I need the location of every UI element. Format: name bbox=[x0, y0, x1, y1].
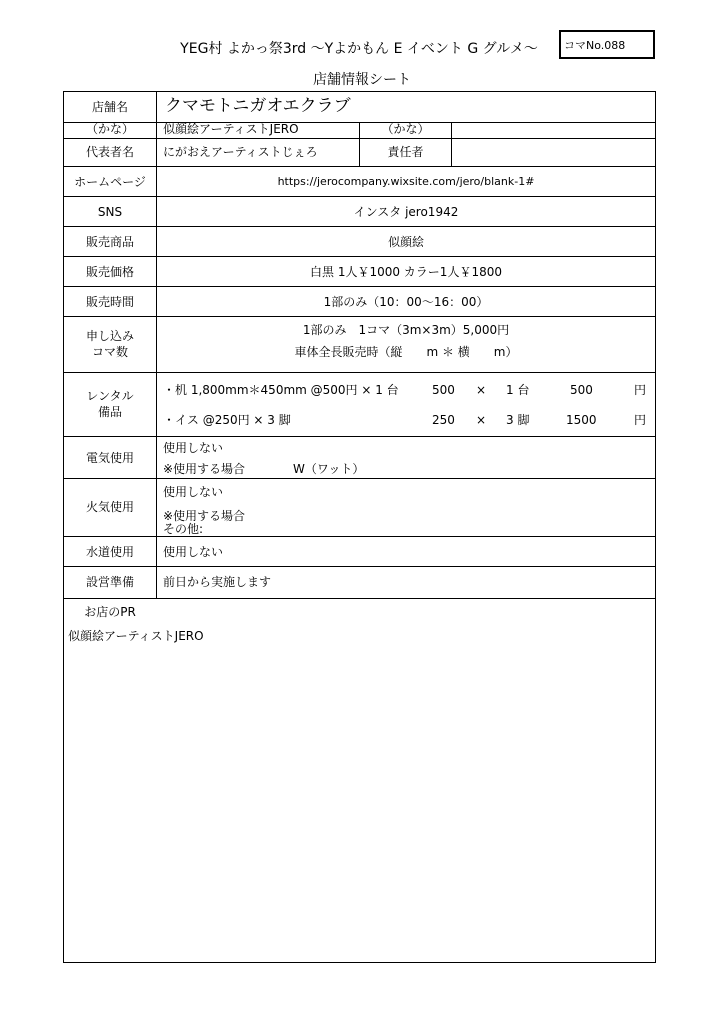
application-label bbox=[64, 328, 156, 360]
rental-item-yen: 円 bbox=[634, 413, 647, 427]
rental-label bbox=[64, 388, 156, 420]
row-divider bbox=[64, 598, 655, 599]
sales-time-label: 販売時間 bbox=[85, 295, 134, 309]
row-divider bbox=[64, 316, 655, 317]
document-subtitle: 店舗情報シート bbox=[313, 72, 411, 88]
water-value: 使用しない bbox=[163, 545, 224, 559]
row-divider bbox=[64, 436, 655, 437]
product-value: 似顔絵 bbox=[387, 235, 424, 249]
electric-value-line2: ※使用する場合 W（ワット） bbox=[163, 462, 365, 476]
sales-time-value: 1部のみ（10：00〜16：00） bbox=[323, 295, 489, 309]
rental-item-yen: 円 bbox=[634, 383, 647, 397]
application-label-line1: 申し込み bbox=[85, 329, 134, 343]
koma-number-box: コマNo.088 bbox=[559, 30, 655, 59]
fire-value-line1: 使用しない bbox=[163, 485, 224, 499]
row-divider bbox=[64, 166, 655, 167]
row-divider bbox=[64, 372, 655, 373]
rental-item-times: × bbox=[476, 383, 487, 397]
rental-label-line2: 備品 bbox=[97, 405, 122, 419]
application-label-line2: コマ数 bbox=[91, 345, 128, 359]
homepage-label: ホームページ bbox=[74, 175, 146, 189]
row-divider bbox=[64, 286, 655, 287]
electric-label: 電気使用 bbox=[85, 451, 134, 465]
rental-item-unit: 250 bbox=[432, 413, 455, 427]
row-divider bbox=[64, 226, 655, 227]
rental-label-line1: レンタル bbox=[86, 389, 134, 403]
document-title: YEG村 よかっ祭3rd 〜Yよかもん E イベント G グルメ〜 bbox=[180, 41, 538, 57]
rental-item-qty: 3 脚 bbox=[506, 413, 530, 427]
homepage-value: https://jerocompany.wixsite.com/jero/blank-1# bbox=[277, 175, 535, 188]
responsible-label: 責任者 bbox=[387, 145, 424, 159]
application-value-line2: 車体全長販売時（縦 m ＊ 横 m） bbox=[294, 345, 518, 359]
sns-value: インスタ jero1942 bbox=[353, 205, 459, 219]
kana-label-2: （かな） bbox=[381, 122, 430, 136]
fire-value-line2: ※使用する場合 bbox=[163, 509, 246, 523]
fire-value-line3: その他: bbox=[163, 522, 204, 536]
rental-item-total: 500 bbox=[570, 383, 593, 397]
row-divider bbox=[64, 196, 655, 197]
row-divider bbox=[64, 478, 655, 479]
kana-label-1: （かな） bbox=[85, 122, 134, 136]
kana-value-1: 似顔絵アーティストJERO bbox=[163, 122, 299, 136]
shop-name-label: 店舗名 bbox=[91, 100, 128, 114]
price-value: 白黒 1人￥1000 カラー1人￥1800 bbox=[310, 265, 502, 279]
rental-item-qty: 1 台 bbox=[506, 383, 530, 397]
setup-label: 設営準備 bbox=[85, 575, 134, 589]
sns-label: SNS bbox=[97, 205, 123, 219]
shop-info-form bbox=[63, 91, 656, 963]
rental-item-desc: ・イス @250円 × 3 脚 bbox=[163, 413, 291, 427]
price-label: 販売価格 bbox=[85, 265, 134, 279]
pr-value: 似顔絵アーティストJERO bbox=[68, 629, 204, 643]
representative-value: にがおえアーティストじぇろ bbox=[163, 145, 318, 159]
rental-item-unit: 500 bbox=[432, 383, 455, 397]
product-label: 販売商品 bbox=[85, 235, 134, 249]
column-divider bbox=[451, 122, 452, 166]
row-divider bbox=[64, 566, 655, 567]
row-divider bbox=[64, 256, 655, 257]
rental-item-times: × bbox=[476, 413, 487, 427]
setup-value: 前日から実施します bbox=[163, 575, 272, 589]
rental-item-desc: ・机 1,800mm＊450mm @500円 × 1 台 bbox=[163, 383, 399, 397]
water-label: 水道使用 bbox=[85, 545, 134, 559]
pr-label: お店のPR bbox=[84, 605, 136, 619]
row-divider bbox=[64, 536, 655, 537]
shop-name-value: クマモトニガオエクラブ bbox=[165, 96, 351, 116]
electric-value-line1: 使用しない bbox=[163, 441, 224, 455]
rental-item-total: 1500 bbox=[566, 413, 597, 427]
fire-label: 火気使用 bbox=[85, 500, 134, 514]
application-value-line1: 1部のみ 1コマ（3m×3m）5,000円 bbox=[302, 323, 510, 337]
representative-label: 代表者名 bbox=[85, 145, 134, 159]
